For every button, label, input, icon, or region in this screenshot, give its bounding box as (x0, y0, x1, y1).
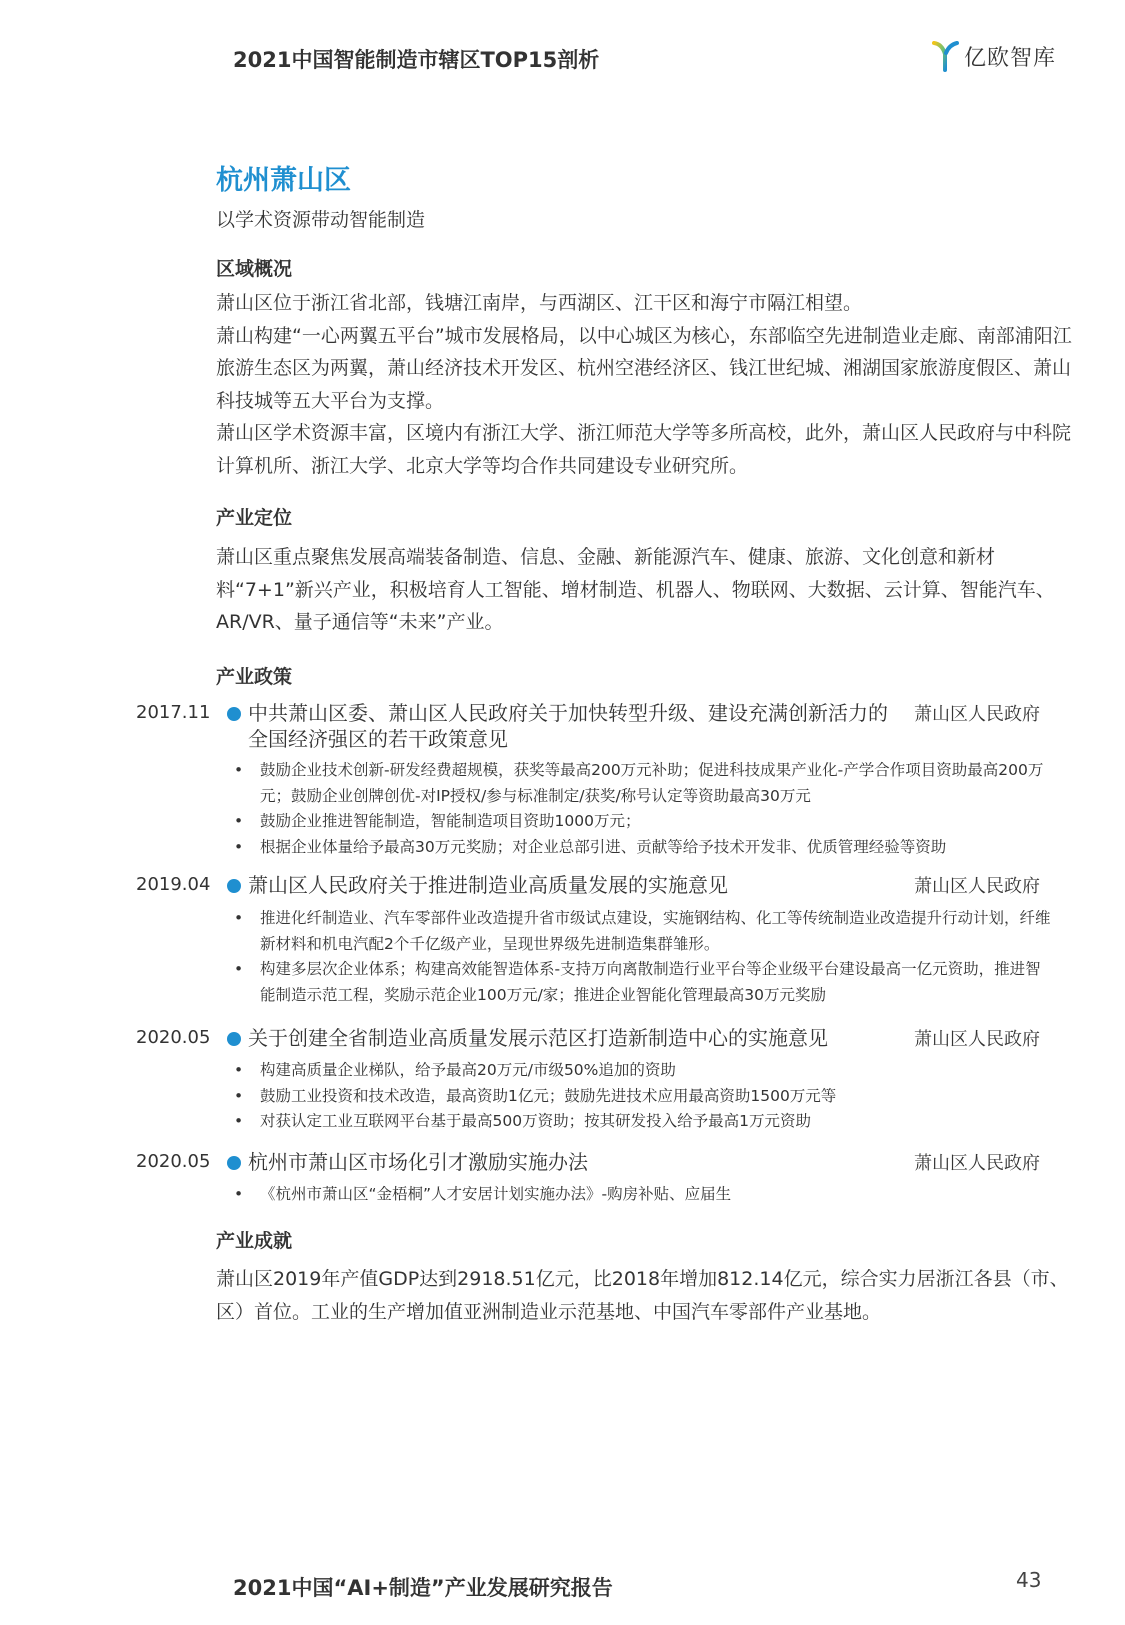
page-number: 43 (1016, 1568, 1042, 1592)
policy-issuer: 萧山区人民政府 (914, 1029, 1040, 1050)
positioning-heading: 产业定位 (216, 507, 293, 529)
region-subtitle: 以学术资源带动智能制造 (216, 209, 426, 231)
overview-text (216, 287, 1076, 482)
list-item: • 鼓励企业技术创新-研发经费超规模，获奖等最高200万元补助；促进科技成果产业化-产学合作项目资助最高200万元；鼓励企业创牌创优-对IP授权/参与标准制定/获奖/称号认定等资助最高30万元 (234, 761, 1044, 805)
brand-logo (932, 40, 1056, 72)
policy-bullet-list (232, 1182, 1052, 1208)
logo-text: 亿欧智库 (964, 45, 1057, 71)
policy-issuer: 萧山区人民政府 (914, 876, 1040, 897)
policy-bullet-dot (227, 1032, 241, 1046)
policy-issuer: 萧山区人民政府 (914, 1153, 1040, 1174)
policy-title: 中共萧山区委、萧山区人民政府关于加快转型升级、建设充满创新活力的全国经济强区的若干政策意见 (248, 701, 888, 751)
region-title: 杭州萧山区 (216, 165, 351, 196)
policy-date: 2020.05 (136, 1151, 211, 1172)
policy-date: 2019.04 (136, 874, 211, 895)
policy-bullet-dot (227, 879, 241, 893)
policy-title: 杭州市萧山区市场化引才激励实施办法 (248, 1150, 588, 1174)
overview-paragraph: 萧山区位于浙江省北部，钱塘江南岸，与西湖区、江干区和海宁市隔江相望。 (216, 292, 863, 314)
list-item: • 根据企业体量给予最高30万元奖励；对企业总部引进、贡献等给予技术开发非、优质管理经验等资助 (234, 837, 947, 856)
list-item: • 推进化纤制造业、汽车零部件业改造提升省市级试点建设，实施钢结构、化工等传统制造业改造提升行动计划，纤维新材料和机电汽配2个千亿级产业，呈现世界级先进制造集群雏形。 (234, 909, 1051, 953)
policy-bullet-dot (227, 1156, 241, 1170)
policy-date: 2017.11 (136, 702, 211, 723)
overview-paragraph: 萧山构建“一心两翼五平台”城市发展格局，以中心城区为核心，东部临空先进制造业走廊、南部浦阳江旅游生态区为两翼，萧山经济技术开发区、杭州空港经济区、钱江世纪城、湘湖国家旅游度假区、萧山科技城等五大平台为支撑。 (216, 324, 1072, 412)
logo-icon (932, 40, 960, 72)
list-item: • 《杭州市萧山区“金梧桐”人才安居计划实施办法》-购房补贴、应届生 (234, 1185, 732, 1203)
policy-bullet-list (232, 758, 1052, 860)
list-item: • 构建多层次企业体系；构建高效能智造体系-支持万向离散制造行业平台等企业级平台建设最高一亿元资助，推进智能制造示范工程，奖励示范企业100万元/家；推进企业智能化管理最高30万元奖励 (234, 960, 1041, 1004)
policy-bullet-list (232, 906, 1052, 1008)
report-footer-title: 2021中国“AI+制造”产业发展研究报告 (233, 1576, 613, 1600)
policy-bullet-dot (227, 707, 241, 721)
achievement-text: 萧山区2019年产值GDP达到2918.51亿元，比2018年增加812.14亿元，综合实力居浙江各县（市、区）首位。工业的生产增加值亚洲制造业示范基地、中国汽车零部件产业基地。 (216, 1268, 1069, 1323)
policy-bullet-list (232, 1058, 1052, 1135)
achievement-heading: 产业成就 (216, 1230, 293, 1252)
policy-title: 萧山区人民政府关于推进制造业高质量发展的实施意见 (248, 873, 728, 897)
positioning-text: 萧山区重点聚焦发展高端装备制造、信息、金融、新能源汽车、健康、旅游、文化创意和新材料“7+1”新兴产业，积极培育人工智能、增材制造、机器人、物联网、大数据、云计算、智能汽车、AR/VR、量子通信等“未来”产业。 (216, 546, 1055, 633)
list-item: • 鼓励企业推进智能制造，智能制造项目资助1000万元； (234, 812, 641, 830)
policy-heading: 产业政策 (216, 666, 293, 688)
list-item: • 鼓励工业投资和技术改造，最高资助1亿元；鼓励先进技术应用最高资助1500万元等 (234, 1086, 837, 1105)
overview-heading: 区域概况 (216, 258, 293, 280)
list-item: • 构建高质量企业梯队，给予最高20万元/市级50%追加的资助 (234, 1061, 676, 1079)
policy-issuer: 萧山区人民政府 (914, 704, 1040, 725)
report-header-title: 2021中国智能制造市辖区TOP15剖析 (233, 48, 600, 72)
policy-title: 关于创建全省制造业高质量发展示范区打造新制造中心的实施意见 (248, 1026, 828, 1050)
policy-date: 2020.05 (136, 1027, 211, 1048)
list-item: • 对获认定工业互联网平台基于最高500万资助；按其研发投入给予最高1万元资助 (234, 1112, 811, 1130)
overview-paragraph: 萧山区学术资源丰富，区境内有浙江大学、浙江师范大学等多所高校，此外，萧山区人民政府与中科院计算机所、浙江大学、北京大学等均合作共同建设专业研究所。 (216, 422, 1072, 477)
